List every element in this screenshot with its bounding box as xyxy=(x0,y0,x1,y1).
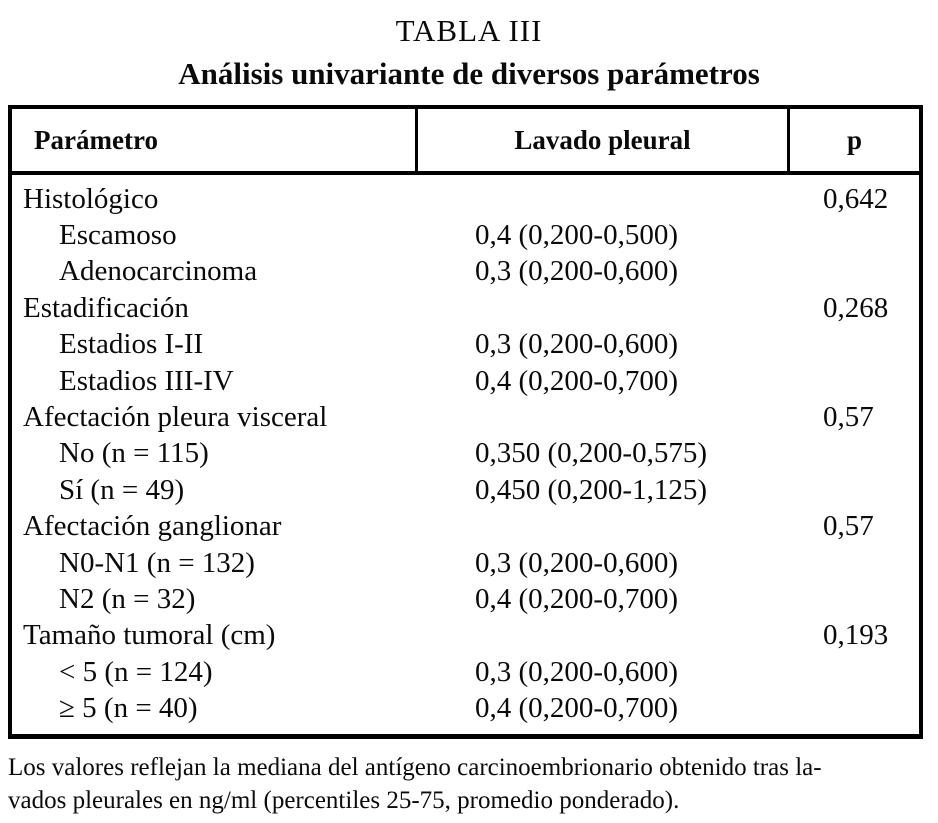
table-row xyxy=(12,654,919,690)
column-header-parametro: Parámetro xyxy=(12,109,418,171)
table-row xyxy=(12,581,919,617)
param-cell: Afectación pleura visceral xyxy=(23,401,328,434)
lavado-cell: 0,3 (0,200-0,600) xyxy=(475,255,678,288)
column-header-p: p xyxy=(846,124,863,155)
table-row xyxy=(12,690,919,726)
title-block xyxy=(0,0,938,92)
p-cell: 0,57 xyxy=(823,401,874,434)
table-body xyxy=(12,175,919,734)
param-cell: ≥ 5 (n = 40) xyxy=(59,692,198,725)
param-cell: Escamoso xyxy=(59,219,177,252)
p-cell: 0,193 xyxy=(823,619,889,652)
p-cell: 0,57 xyxy=(823,510,874,543)
lavado-cell: 0,4 (0,200-0,500) xyxy=(475,219,678,252)
table-subtitle: Análisis univariante de diversos parámetros xyxy=(178,56,760,91)
param-cell: Estadios III-IV xyxy=(59,364,234,397)
univariate-analysis-table xyxy=(8,105,923,739)
table-row xyxy=(12,327,919,363)
param-cell: Tamaño tumoral (cm) xyxy=(23,619,276,652)
param-cell: Histológico xyxy=(23,182,159,215)
footnote xyxy=(8,751,934,817)
page-title: TABLA III xyxy=(395,13,543,48)
param-cell: N0-N1 (n = 132) xyxy=(59,546,255,579)
table-header-row xyxy=(12,109,919,175)
table-row xyxy=(12,436,919,472)
footnote-line-1: Los valores reflejan la mediana del antígeno carcinoembrionario obtenido tras la- xyxy=(8,754,822,781)
lavado-cell: 0,3 (0,200-0,600) xyxy=(475,328,678,361)
column-header-lavado-pleural: Lavado pleural xyxy=(418,109,790,171)
table-row xyxy=(12,545,919,581)
lavado-cell: 0,4 (0,200-0,700) xyxy=(475,692,678,725)
param-cell: Estadios I-II xyxy=(59,328,204,361)
lavado-cell: 0,4 (0,200-0,700) xyxy=(475,364,678,397)
table-row xyxy=(12,472,919,508)
lavado-cell: 0,3 (0,200-0,600) xyxy=(475,655,678,688)
table-row xyxy=(12,181,919,217)
table-row xyxy=(12,399,919,435)
p-cell: 0,642 xyxy=(823,182,889,215)
param-cell: Sí (n = 49) xyxy=(59,473,185,506)
p-cell: 0,268 xyxy=(823,291,889,324)
footnote-line-2: vados pleurales en ng/ml (percentiles 25-75, promedio ponderado). xyxy=(8,787,680,814)
table-row xyxy=(12,217,919,253)
param-cell: < 5 (n = 124) xyxy=(59,655,213,688)
lavado-cell: 0,450 (0,200-1,125) xyxy=(475,473,707,506)
lavado-cell: 0,350 (0,200-0,575) xyxy=(475,437,707,470)
table-row xyxy=(12,509,919,545)
param-cell: Adenocarcinoma xyxy=(59,255,258,288)
table-row xyxy=(12,254,919,290)
param-cell: No (n = 115) xyxy=(59,437,209,470)
lavado-cell: 0,3 (0,200-0,600) xyxy=(475,546,678,579)
param-cell: Estadificación xyxy=(23,291,189,324)
param-cell: Afectación ganglionar xyxy=(23,510,282,543)
param-cell: N2 (n = 32) xyxy=(59,582,196,615)
table-row xyxy=(12,618,919,654)
table-row xyxy=(12,363,919,399)
lavado-cell: 0,4 (0,200-0,700) xyxy=(475,582,678,615)
table-row xyxy=(12,290,919,326)
